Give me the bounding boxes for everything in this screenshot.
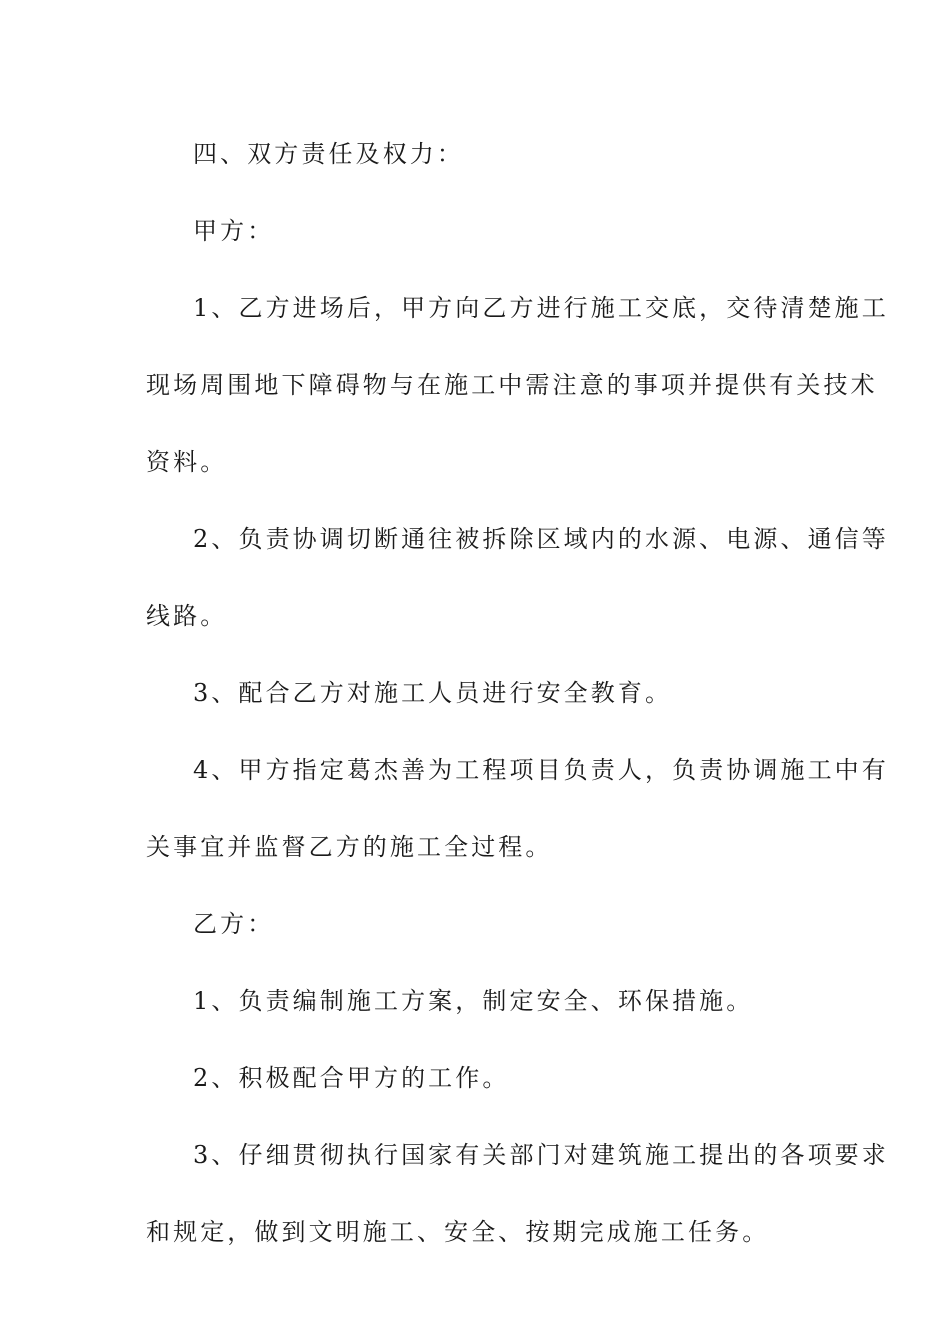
document-line: 现场周围地下障碍物与在施工中需注意的事项并提供有关技术 [146,371,878,399]
document-line: 4、甲方指定葛杰善为工程项目负责人，负责协调施工中有 [193,756,889,784]
document-line: 1、负责编制施工方案，制定安全、环保措施。 [193,987,754,1015]
document-line: 1、乙方进场后，甲方向乙方进行施工交底，交待清楚施工 [193,294,889,322]
document-line: 甲方： [193,217,275,245]
document-line: 2、积极配合甲方的工作。 [193,1064,510,1092]
document-line: 线路。 [146,602,228,630]
document-line: 3、配合乙方对施工人员进行安全教育。 [193,679,673,707]
document-line: 3、仔细贯彻执行国家有关部门对建筑施工提出的各项要求 [193,1141,889,1169]
document-line: 和规定，做到文明施工、安全、按期完成施工任务。 [146,1218,770,1246]
document-line: 乙方： [193,910,275,938]
document-line: 资料。 [146,448,228,476]
document-line: 关事宜并监督乙方的施工全过程。 [146,833,553,861]
document-line: 四、双方责任及权力： [193,140,464,168]
document-body [146,132,889,1287]
document-line: 2、负责协调切断通往被拆除区域内的水源、电源、通信等 [193,525,889,553]
